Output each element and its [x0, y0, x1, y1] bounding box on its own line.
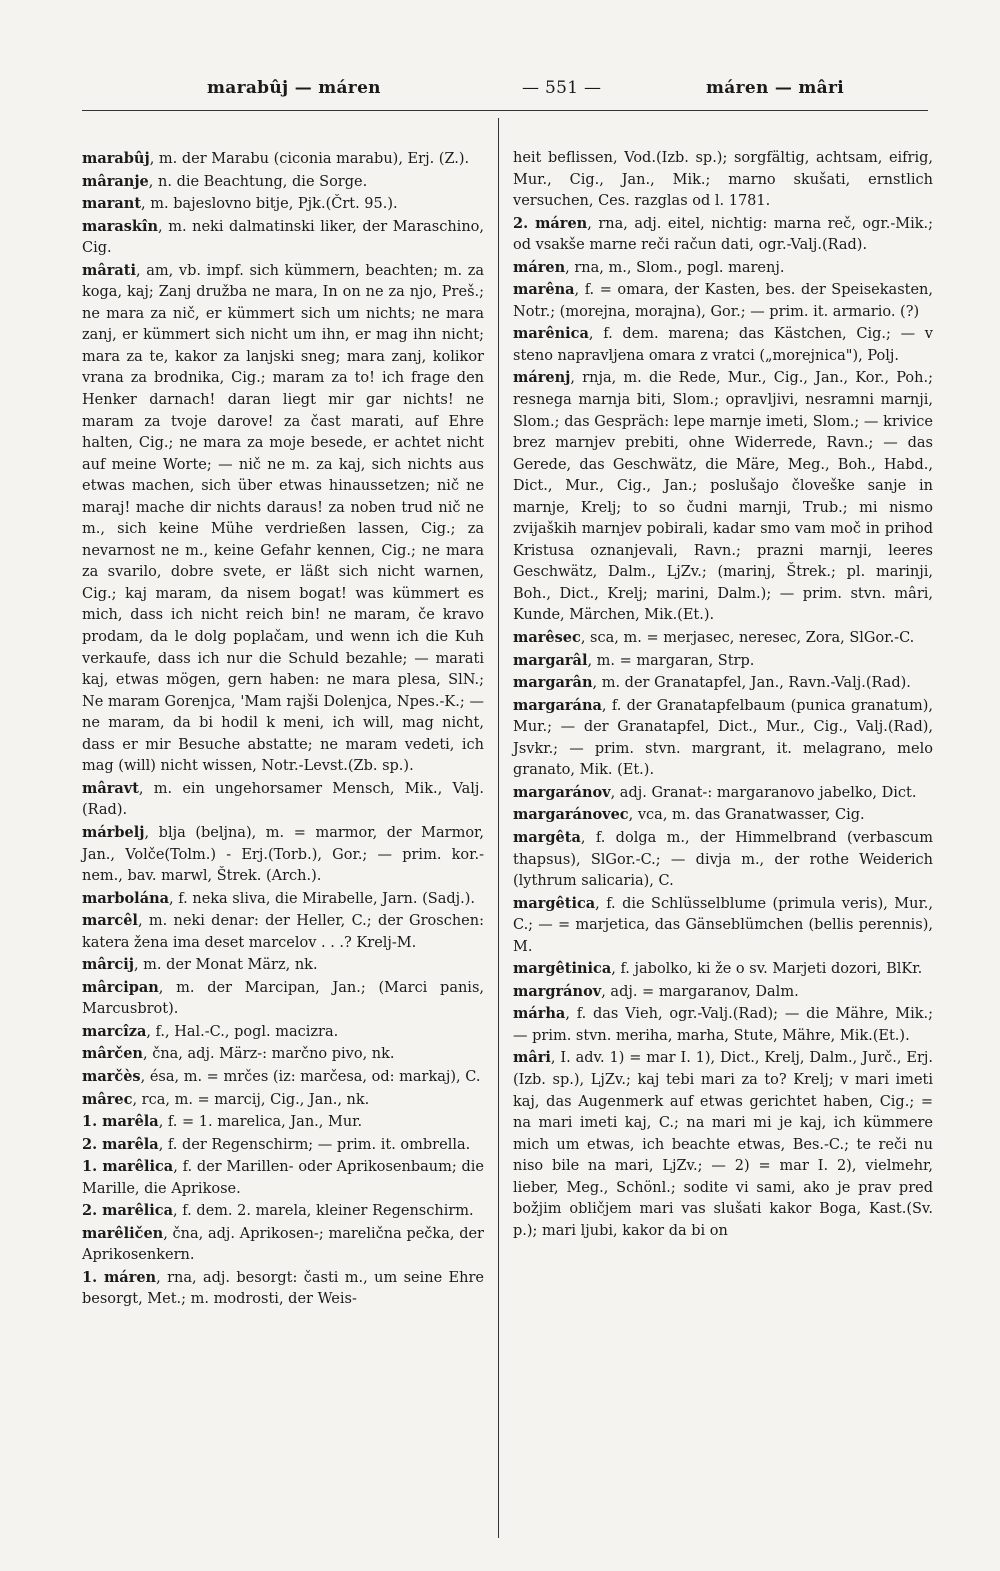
entry-definition: , f. = 1. marelica, Jan., Mur.	[158, 1114, 363, 1131]
entry-headword: marênica	[513, 325, 589, 343]
entry-headword: mârati	[82, 261, 136, 279]
entry-definition: , čna, adj. März-: marčno pivo, nk.	[142, 1046, 395, 1063]
entry-headword: máren	[513, 258, 566, 276]
dictionary-entry	[513, 958, 933, 981]
dictionary-entry	[513, 672, 933, 695]
dictionary-entry	[513, 1003, 933, 1047]
entry-definition: , rna, adj. besorgt: časti m., um seine Ehre besorgt, Met.; m. modrosti, der Weis-	[82, 1269, 484, 1308]
dictionary-entry	[513, 827, 933, 893]
entry-headword: 2. marêla	[82, 1135, 159, 1153]
entry-definition: , m. ein ungehorsamer Mensch, Mik., Valj.(Rad).	[82, 780, 484, 819]
entry-definition: , m. neki denar: der Heller, C.; der Groschen: katera žena ima deset marcelov . . .? Krelj-M.	[82, 913, 484, 951]
right-column	[513, 148, 933, 1242]
entry-headword: margarána	[513, 696, 602, 714]
entry-headword: marcêl	[82, 912, 138, 930]
entry-headword: margêtinica	[513, 960, 612, 978]
entry-headword: margaránovec	[513, 806, 629, 824]
entry-headword: 1. marêla	[82, 1113, 159, 1131]
dictionary-entry	[82, 954, 484, 977]
dictionary-entry	[513, 148, 933, 213]
entry-definition: , m. der Granatapfel, Jan., Ravn.-Valj.(Rad).	[592, 675, 911, 692]
entry-definition: , rna, adj. eitel, nichtig: marna reč, ogr.-Mik.; od vsakše marne reči račun dati, ogr.-Valj.(Rad).	[513, 215, 933, 254]
entry-definition: , m. = margaran, Strp.	[587, 652, 755, 669]
dictionary-entry	[513, 323, 933, 367]
entry-headword: margaránov	[513, 783, 611, 801]
entry-headword: margêtica	[513, 894, 596, 912]
entry-headword: maraskîn	[82, 217, 159, 235]
entry-definition: , f. die Schlüsselblume (primula veris), Mur., C.; — = marjetica, das Gänseblümchen (bellis perennis), M.	[513, 895, 933, 955]
dictionary-entry	[82, 1066, 484, 1089]
dictionary-entry	[513, 782, 933, 805]
entry-headword: mâravt	[82, 779, 139, 797]
entry-definition: , blja (beljna), m. = marmor, der Marmor, Jan., Volče(Tolm.) - Erj.(Torb.), Gor.; — prim. kor.-nem., bav. marwl, Štrek. (Arch.).	[82, 824, 484, 885]
entry-definition: , rca, m. = marcij, Cig., Jan., nk.	[132, 1091, 370, 1108]
entry-definition: , f. der Granatapfelbaum (punica granatum), Mur.; — der Granatapfel, Dict., Mur., Cig., Valj.(Rad), Jsvkr.; — prim. stvn. margrant, it. melagrano, melo granato, Mik. (Et.).	[513, 697, 933, 779]
entry-definition: , f. dolga m., der Himmelbrand (verbascum thapsus), SlGor.-C.; — divja m., der rothe Weiderich (lythrum salicaria), C.	[513, 829, 933, 890]
dictionary-entry	[82, 1043, 484, 1066]
entry-headword: mârčen	[82, 1045, 143, 1063]
entry-definition: , am, vb. impf. sich kümmern, beachten; m. za koga, kaj; Zanj družba ne mara, In on ne za njo, Preš.; ne mara za nič, er kümmert sich um nichts; ne mara zanj, er kümmert sich nicht um ihn, er mag ihn nicht; mara za te, kakor za lanjski sneg; mara zanj, kolikor vrana za brodnika, Cig.; maram za to! ich frage den Henker darnach! daran liegt mir gar nichts! ne maram za tvoje darove! za čast marati, auf Ehre halten, Cig.; ne mara za moje besede, er achtet nicht auf meine Worte; — nič ne m. za kaj, sich nichts aus etwas machen, sich über etwas hinaussetzen; nič ne maraj! mache dir nichts daraus! za noben trud nič ne m., sich keine Mühe verdrießen lassen, Cig.; za nevarnost ne m., keine Gefahr kennen, Cig.; ne mara za svarilo, dobre svete, er läßt sich nicht warnen, Cig.; kaj maram, da nisem bogat! was kümmert es mich, dass ich nicht reich bin! ne maram, če kravo prodam, da le dolg poplačam, und wenn ich die Kuh verkaufe, dass ich nur die Schuld bezahle; — marati kaj, etwas mögen, gern haben: ne mara plesa, SlN.; Ne maram Gorenjca, 'Mam rajši Dolenjca, Npes.-K.; — ne maram, da bi hodil k meni, ich will, mag nicht, dass er mir Besuche abstatte; ne maram vedeti, ich mag (will) nicht wissen, Notr.-Levst.(Zb. sp.).	[82, 262, 484, 775]
entry-headword: margránov	[513, 982, 602, 1000]
entry-definition: , f., Hal.-C., pogl. macizra.	[146, 1023, 339, 1040]
dictionary-entry	[82, 148, 484, 171]
entry-definition: heit beflissen, Vod.(Izb. sp.); sorgfältig, achtsam, eifrig, Mur., Cig., Jan., Mik.; marno skušati, ernstlich versuchen, Ces. razglas od l. 1781.	[513, 150, 933, 210]
dictionary-entry	[82, 778, 484, 822]
entry-definition: , adj. = margaranov, Dalm.	[601, 983, 799, 1000]
left-column	[82, 148, 484, 1311]
entry-definition: , sca, m. = merjasec, neresec, Zora, SlGor.-C.	[580, 630, 915, 647]
dictionary-entry	[82, 1134, 484, 1157]
column-divider	[498, 118, 499, 1538]
dictionary-entry	[82, 977, 484, 1021]
entry-headword: márenj	[513, 369, 571, 387]
dictionary-entry	[82, 1021, 484, 1044]
entry-definition: , ésa, m. = mrčes (iz: marčesa, od: markaj), C.	[140, 1068, 481, 1085]
entry-headword: mârec	[82, 1090, 133, 1108]
dictionary-entry	[82, 910, 484, 954]
entry-headword: marêsec	[513, 629, 581, 647]
dictionary-entry	[82, 1111, 484, 1134]
entry-headword: marčès	[82, 1067, 141, 1085]
entry-definition: , m. bajeslovno bitje, Pjk.(Črt. 95.).	[141, 196, 398, 213]
entry-headword: mârcij	[82, 956, 134, 974]
entry-headword: margarâl	[513, 651, 588, 669]
dictionary-entry	[82, 1200, 484, 1223]
page-number: — 551 —	[522, 78, 602, 98]
entry-headword: márbelj	[82, 823, 145, 841]
dictionary-entry	[82, 171, 484, 194]
entry-definition: , I. adv. 1) = mar I. 1), Dict., Krelj, Dalm., Jurč., Erj.(Izb. sp.), LjZv.; kaj tebi mari za to? Krelj; v mari imeti kaj, das Augenmerk auf etwas gerichtet haben, Cig.; = na mari imeti kaj, C.; na mari mi je kaj, ich kümmere mich um etwas, ich beachte etwas, Bes.-C.; te reči nu niso bile na mari, LjZv.; — 2) = mar I. 2), vielmehr, lieber, Meg., Schönl.; sodite vi sami, ako je prav pred božjim obličjem mari vas slušati kakor Boga, Kast.(Sv. p.); mari ljubi, kakor da bi on	[513, 1050, 933, 1239]
entry-definition: , f. = omara, der Kasten, bes. der Speisekasten, Notr.; (morejna, morajna), Gor.; — prim. it. armario. (?)	[513, 282, 933, 320]
entry-definition: , m. der Monat März, nk.	[133, 957, 318, 974]
entry-definition: , f. dem. 2. marela, kleiner Regenschirm.	[173, 1203, 474, 1220]
dictionary-entry	[513, 804, 933, 827]
dictionary-entry	[513, 695, 933, 782]
entry-definition: , adj. Granat-: margaranovo jabelko, Dict.	[610, 784, 917, 801]
entry-headword: 1. máren	[82, 1268, 157, 1286]
entry-definition: , čna, adj. Aprikosen-; marelična pečka, der Aprikosenkern.	[82, 1225, 484, 1264]
entry-definition: , vca, m. das Granatwasser, Cig.	[628, 807, 865, 824]
dictionary-entry	[82, 193, 484, 216]
dictionary-entry	[513, 279, 933, 323]
entry-headword: 2. marêlica	[82, 1202, 174, 1220]
entry-definition: , f. dem. marena; das Kästchen, Cig.; — v steno napravljena omara z vratci („morejnica"), Polj.	[513, 326, 933, 364]
entry-definition: , m. neki dalmatinski liker, der Maraschino, Cig.	[82, 218, 484, 257]
dictionary-entry	[82, 888, 484, 911]
entry-headword: marêna	[513, 281, 575, 299]
dictionary-entry	[513, 981, 933, 1004]
entry-headword: marabûj	[82, 150, 150, 167]
dictionary-entry	[82, 1267, 484, 1311]
entry-definition: , f. der Regenschirm; — prim. it. ombrella.	[158, 1136, 471, 1153]
entry-definition: , f. neka sliva, die Mirabelle, Jarn. (Sadj.).	[169, 890, 475, 907]
header-right-guide-words: máren — mâri	[706, 78, 844, 98]
entry-headword: 2. máren	[513, 214, 588, 232]
dictionary-entry	[513, 1047, 933, 1242]
dictionary-entry	[513, 627, 933, 650]
entry-definition: , rna, m., Slom., pogl. marenj.	[565, 259, 785, 276]
dictionary-entry	[82, 1156, 484, 1200]
dictionary-entry	[82, 1089, 484, 1112]
dictionary-entry	[82, 260, 484, 778]
entry-definition: , rnja, m. die Rede, Mur., Cig., Jan., Kor., Poh.; resnega marnja biti, Slom.; opravljivi, nesramni marnji, Slom.; das Gespräch: lepe marnje imeti, Slom.; — krivice brez marnjev prebiti, ohne Widerrede, Ravn.; — das Gerede, das Geschwätz, die Märe, Meg., Boh., Habd., Dict., Mur., Cig., Jan.; poslušajo človeške sanje in marnje, Krelj; to so čudni marnji, Trub.; mi nismo zvijaških marnjev pobirali, kadar smo vam moč in prihod Kristusa oznanjevali, Ravn.; prazni marnji, leeres Geschwätz, Dalm., LjZv.; (marinj, Štrek.; pl. marinji, Boh., Dict., Krelj; marini, Dalm.); — prim. stvn. mâri, Kunde, Märchen, Mik.(Et.).	[513, 370, 933, 624]
dictionary-entry	[513, 367, 933, 627]
entry-headword: marbolána	[82, 889, 170, 907]
header-left-guide-words: marabûj — máren	[207, 78, 381, 98]
dictionary-entry	[513, 893, 933, 959]
entry-headword: mârcipan	[82, 978, 159, 996]
dictionary-entry	[513, 213, 933, 257]
entry-definition: , f. der Marillen- oder Aprikosenbaum; die Marille, die Aprikose.	[82, 1159, 485, 1197]
entry-headword: mâranje	[82, 172, 149, 190]
entry-definition: , n. die Beachtung, die Sorge.	[148, 173, 368, 190]
entry-headword: marant	[82, 195, 142, 213]
entry-headword: 1. marêlica	[82, 1158, 174, 1176]
entry-headword: marcîza	[82, 1022, 147, 1040]
dictionary-entry	[513, 650, 933, 673]
entry-definition: , m. der Marcipan, Jan.; (Marci panis, Marcusbrot).	[82, 979, 484, 1018]
entry-headword: margarân	[513, 674, 593, 692]
header-rule	[82, 110, 928, 111]
page-header	[82, 78, 928, 100]
entry-headword: marêličen	[82, 1224, 164, 1242]
dictionary-entry	[82, 216, 484, 260]
entry-headword: márha	[513, 1005, 566, 1023]
entry-definition: , m. der Marabu (ciconia marabu), Erj. (Z.).	[149, 151, 470, 167]
dictionary-entry	[513, 257, 933, 280]
dictionary-entry	[82, 822, 484, 888]
entry-headword: margêta	[513, 828, 581, 846]
dictionary-entry	[82, 1223, 484, 1267]
entry-headword: mâri	[513, 1049, 551, 1067]
entry-definition: , f. jabolko, ki že o sv. Marjeti dozori, BlKr.	[611, 961, 923, 978]
entry-definition: , f. das Vieh, ogr.-Valj.(Rad); — die Mähre, Mik.; — prim. stvn. meriha, marha, Stute, Mähre, Mik.(Et.).	[513, 1006, 933, 1044]
